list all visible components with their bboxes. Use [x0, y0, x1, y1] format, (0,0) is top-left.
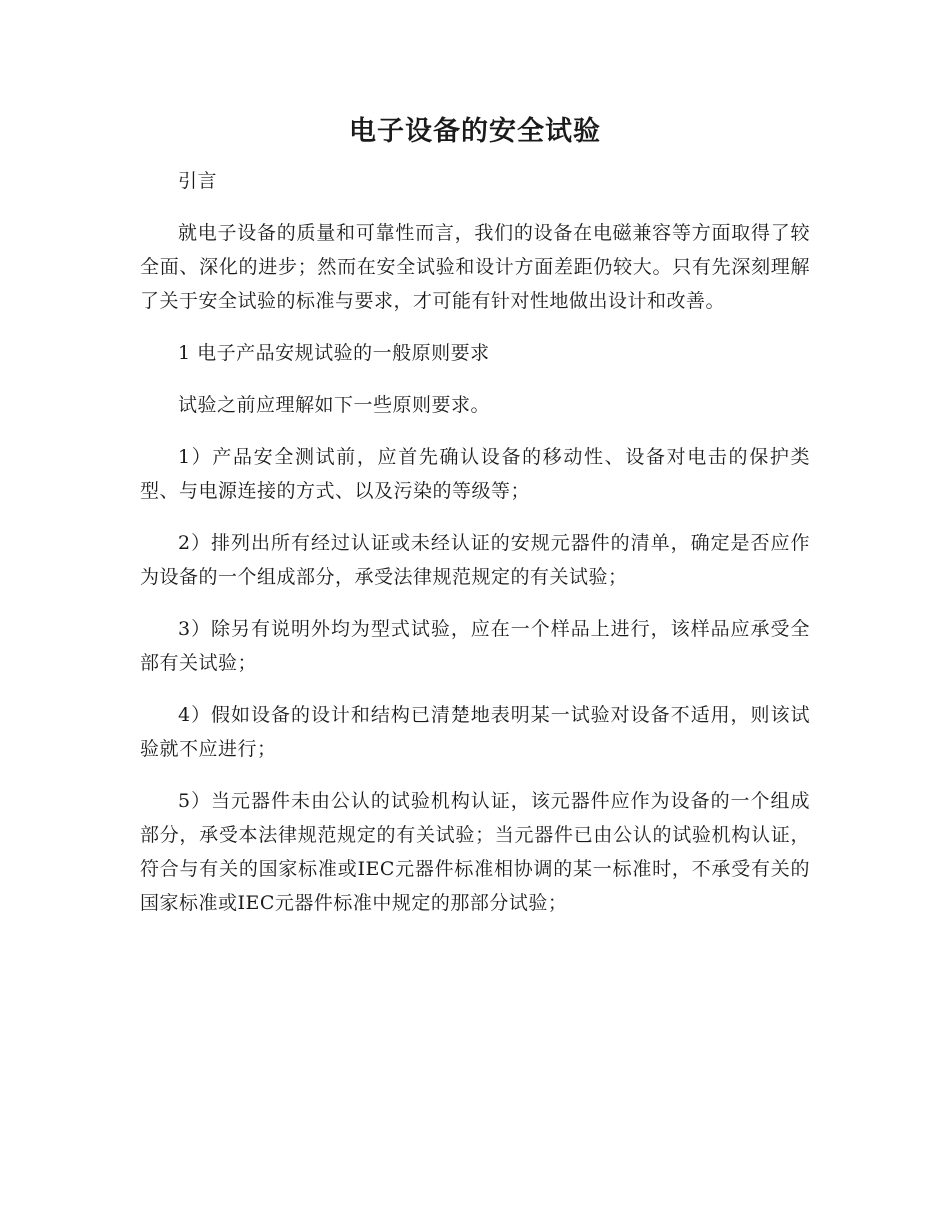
list-item-5: 5）当元器件未由公认的试验机构认证，该元器件应作为设备的一个组成部分，承受本法律规范规定的有关试验；当元器件已由公认的试验机构认证，符合与有关的国家标准或IEC元器件标准相协调的某一标准时，不承受有关的国家标准或IEC元器件标准中规定的那部分试验；	[140, 790, 810, 914]
paragraph-section-intro: 试验之前应理解如下一些原则要求。	[178, 394, 491, 416]
list-item-1: 1）产品安全测试前，应首先确认设备的移动性、设备对电击的保护类型、与电源连接的方式、以及污染的等级等；	[140, 446, 810, 502]
document-title: 电子设备的安全试验	[349, 116, 601, 147]
paragraph-intro-body: 就电子设备的质量和可靠性而言，我们的设备在电磁兼容等方面取得了较全面、深化的进步；然而在安全试验和设计方面差距仍较大。只有先深刻理解了关于安全试验的标准与要求，才可能有针对性地做出设计和改善。	[140, 222, 810, 312]
paragraph-intro-heading: 引言	[178, 170, 218, 192]
list-item-4: 4）假如设备的设计和结构已清楚地表明某一试验对设备不适用，则该试验就不应进行；	[140, 704, 810, 760]
list-item-3: 3）除另有说明外均为型式试验，应在一个样品上进行，该样品应承受全部有关试验；	[140, 618, 810, 674]
list-item-2: 2）排列出所有经过认证或未经认证的安规元器件的清单，确定是否应作为设备的一个组成部分，承受法律规范规定的有关试验；	[140, 532, 810, 588]
section-heading-1: 1 电子产品安规试验的一般原则要求	[178, 342, 490, 364]
